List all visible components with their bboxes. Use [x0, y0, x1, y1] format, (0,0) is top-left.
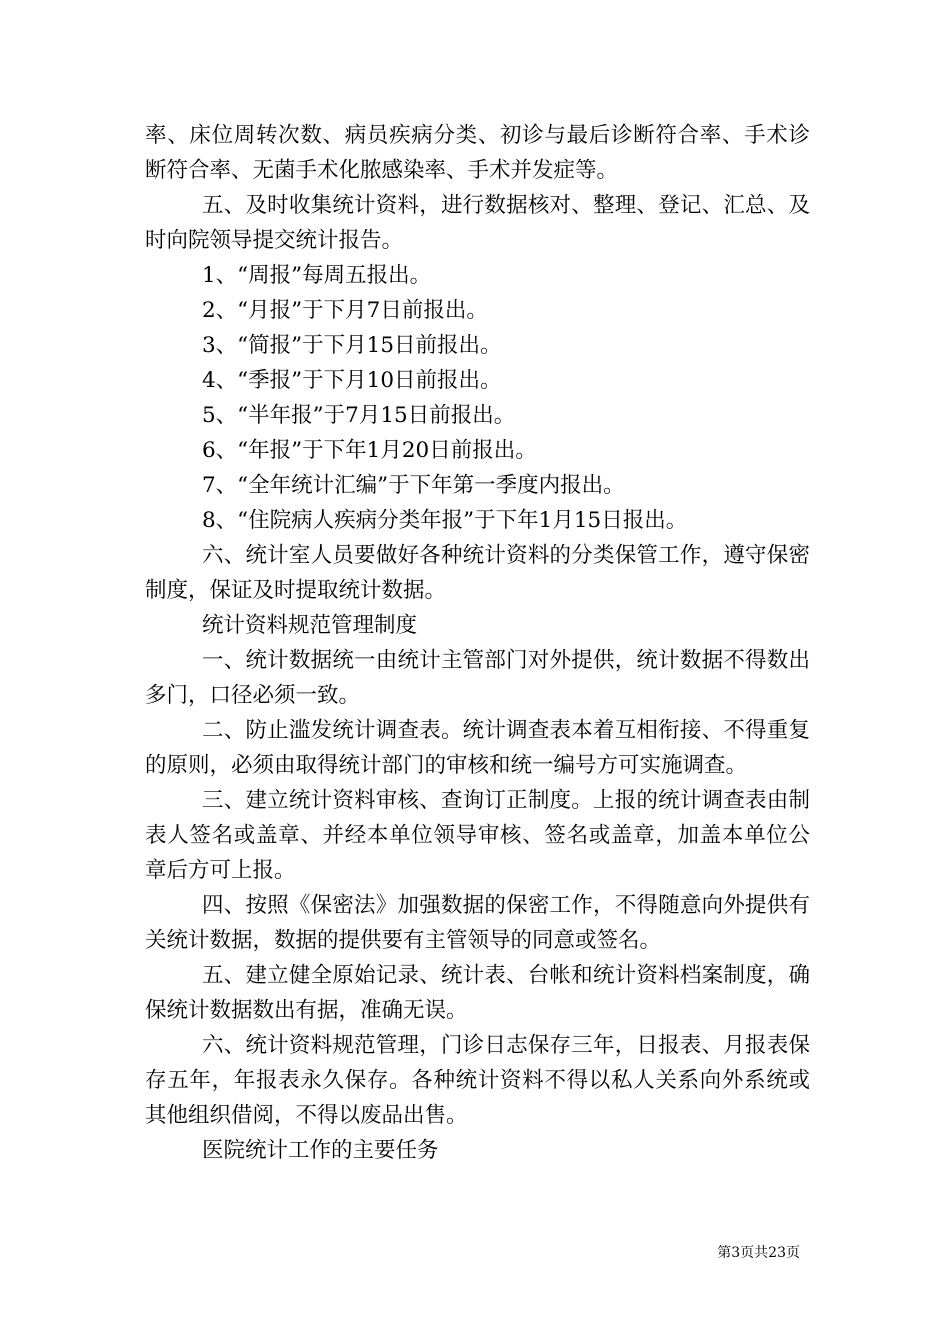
paragraph: 一、统计数据统一由统计主管部门对外提供，统计数据不得数出多门，口径必须一致。 — [145, 648, 810, 708]
paragraph: 六、统计室人员要做好各种统计资料的分类保管工作，遵守保密制度，保证及时提取统计数据。 — [145, 543, 810, 603]
paragraph: 六、统计资料规范管理，门诊日志保存三年，日报表、月报表保存五年，年报表永久保存。各种统计资料不得以私人关系向外系统或其他组织借阅，不得以废品出售。 — [145, 1033, 810, 1128]
section-heading: 统计资料规范管理制度 — [202, 613, 418, 638]
list-item: 8、“住院病人疾病分类年报”于下年1月15日报出。 — [202, 508, 688, 533]
paragraph: 五、及时收集统计资料，进行数据核对、整理、登记、汇总、及时向院领导提交统计报告。 — [145, 193, 810, 253]
paragraph: 二、防止滥发统计调查表。统计调查表本着互相衔接、不得重复的原则，必须由取得统计部门的审核和统一编号方可实施调查。 — [145, 718, 810, 778]
section-heading: 医院统计工作的主要任务 — [202, 1138, 439, 1163]
list-item: 3、“简报”于下月15日前报出。 — [202, 333, 502, 358]
list-item: 4、“季报”于下月10日前报出。 — [202, 368, 502, 393]
list-item: 1、“周报”每周五报出。 — [202, 263, 432, 288]
paragraph: 率、床位周转次数、病员疾病分类、初诊与最后诊断符合率、手术诊断符合率、无菌手术化脓感染率、手术并发症等。 — [145, 123, 810, 183]
paragraph: 四、按照《保密法》加强数据的保密工作，不得随意向外提供有关统计数据，数据的提供要有主管领导的同意或签名。 — [145, 893, 810, 953]
paragraph: 三、建立统计资料审核、查询订正制度。上报的统计调查表由制表人签名或盖章、并经本单位领导审核、签名或盖章，加盖本单位公章后方可上报。 — [145, 788, 810, 883]
paragraph: 五、建立健全原始记录、统计表、台帐和统计资料档案制度，确保统计数据数出有据，准确无误。 — [145, 963, 810, 1023]
page-number: 第3页共23页 — [717, 1245, 800, 1261]
document-body — [145, 118, 810, 1168]
list-item: 6、“年报”于下年1月20日前报出。 — [202, 438, 537, 463]
list-item: 5、“半年报”于7月15日前报出。 — [202, 403, 516, 428]
list-item: 7、“全年统计汇编”于下年第一季度内报出。 — [202, 473, 625, 498]
list-item: 2、“月报”于下月7日前报出。 — [202, 298, 488, 323]
